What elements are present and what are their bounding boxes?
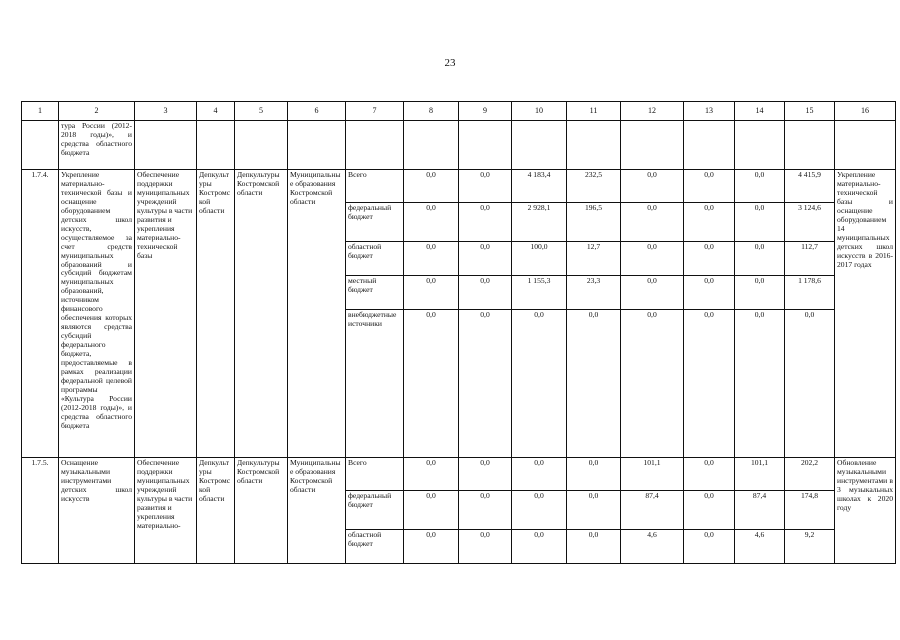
source-name: Всего [346,458,404,491]
value-cell: 1 155,3 [512,276,567,310]
value-cell: 0,0 [684,203,735,242]
value-cell: 0,0 [459,530,512,564]
header-cell: 3 [135,102,197,121]
value-cell: 0,0 [684,170,735,203]
result-text: Укрепление материально-технической базы и оснащение оборудованием 14 муниципальных детских школ искусств в 2016-2017 годах [835,170,896,458]
header-cell: 1 [22,102,59,121]
value-cell: 1 178,6 [785,276,835,310]
value-cell: 0,0 [735,242,785,276]
header-cell: 6 [288,102,346,121]
value-cell: 0,0 [684,276,735,310]
value-cell: 87,4 [735,491,785,530]
value-cell: 0,0 [404,310,459,458]
value-cell: 3 124,6 [785,203,835,242]
header-cell: 16 [835,102,896,121]
value-cell: 87,4 [621,491,684,530]
value-cell: 232,5 [567,170,621,203]
value-cell: 4,6 [735,530,785,564]
header-cell: 15 [785,102,835,121]
value-cell: 4 183,4 [512,170,567,203]
header-row [22,102,896,121]
executor-text: Депкультуры Костромской области [235,170,288,458]
source-name: федеральный бюджет [346,203,404,242]
value-cell: 0,0 [735,203,785,242]
header-cell: 5 [235,102,288,121]
value-cell: 0,0 [684,458,735,491]
value-cell: 0,0 [785,310,835,458]
task-text: Обеспечение поддержки муниципальных учреждений культуры в части развития и укрепления материально-технической базы [135,170,197,458]
value-cell: 0,0 [567,310,621,458]
header-cell: 8 [404,102,459,121]
value-cell: 0,0 [621,310,684,458]
participants-text: Муниципальные образования Костромской области [288,458,346,564]
value-cell: 0,0 [459,491,512,530]
value-cell: 9,2 [785,530,835,564]
value-cell: 0,0 [459,458,512,491]
measure-text: Оснащение музыкальными инструментами детских школ искусств [59,458,135,564]
value-cell: 4,6 [621,530,684,564]
continuation-text: тура России (2012-2018 годы)», и средства областного бюджета [59,121,135,170]
value-cell: 100,0 [512,242,567,276]
value-cell: 12,7 [567,242,621,276]
value-cell: 0,0 [512,458,567,491]
header-cell: 9 [459,102,512,121]
value-cell: 0,0 [459,203,512,242]
value-cell: 0,0 [404,458,459,491]
value-cell: 202,2 [785,458,835,491]
table-row [22,458,896,491]
budget-table [21,101,896,564]
value-cell: 196,5 [567,203,621,242]
page-number: 23 [444,57,456,69]
value-cell: 0,0 [404,242,459,276]
row-id: 1.7.4. [22,170,59,458]
value-cell: 0,0 [621,170,684,203]
value-cell: 0,0 [735,310,785,458]
value-cell: 174,8 [785,491,835,530]
value-cell: 23,3 [567,276,621,310]
value-cell: 0,0 [684,242,735,276]
source-name: местный бюджет [346,276,404,310]
value-cell: 0,0 [512,310,567,458]
participants-text: Муниципальные образования Костромской области [288,170,346,458]
value-cell: 0,0 [459,170,512,203]
value-cell: 2 928,1 [512,203,567,242]
header-cell: 13 [684,102,735,121]
header-cell: 11 [567,102,621,121]
value-cell: 0,0 [567,530,621,564]
value-cell: 4 415,9 [785,170,835,203]
value-cell: 0,0 [404,530,459,564]
header-cell: 4 [197,102,235,121]
value-cell: 0,0 [404,203,459,242]
value-cell: 0,0 [404,491,459,530]
department-text: Депкультуры Костромской области [197,170,235,458]
header-cell: 2 [59,102,135,121]
task-text: Обеспечение поддержки муниципальных учреждений культуры в части развития и укрепления материально- [135,458,197,564]
value-cell: 0,0 [512,530,567,564]
department-text: Депкультуры Костромской области [197,458,235,564]
source-name: внебюджетные источники [346,310,404,458]
value-cell: 0,0 [684,491,735,530]
value-cell: 0,0 [567,491,621,530]
continuation-row [22,121,896,170]
row-id: 1.7.5. [22,458,59,564]
result-text: Обновление музыкальными инструментами в 3 музыкальных школах к 2020 году [835,458,896,564]
value-cell: 0,0 [735,170,785,203]
value-cell: 0,0 [512,491,567,530]
value-cell: 0,0 [621,276,684,310]
value-cell: 112,7 [785,242,835,276]
value-cell: 0,0 [684,310,735,458]
value-cell: 101,1 [621,458,684,491]
header-cell: 14 [735,102,785,121]
source-name: областной бюджет [346,530,404,564]
value-cell: 0,0 [684,530,735,564]
source-name: Всего [346,170,404,203]
measure-text: Укрепление материально-технической базы и оснащение оборудованием детских школ искусств, осуществляемое за счет средств муниципальных образований и субсидий бюджетам муниципальных образований, источником финансового обеспечения которых являются средства субсидий федерального бюджета, предоставляемые в рамках реализации федеральной целевой программы «Культура России (2012-2018 годы)», и средства областного бюджета [59,170,135,458]
value-cell: 0,0 [404,276,459,310]
header-cell: 7 [346,102,404,121]
value-cell: 0,0 [459,242,512,276]
value-cell: 101,1 [735,458,785,491]
value-cell: 0,0 [735,276,785,310]
table-row [22,170,896,203]
source-name: областной бюджет [346,242,404,276]
value-cell: 0,0 [621,203,684,242]
value-cell: 0,0 [621,242,684,276]
value-cell: 0,0 [459,310,512,458]
value-cell: 0,0 [567,458,621,491]
header-cell: 12 [621,102,684,121]
value-cell: 0,0 [404,170,459,203]
executor-text: Депкультуры Костромской области [235,458,288,564]
source-name: федеральный бюджет [346,491,404,530]
header-cell: 10 [512,102,567,121]
value-cell: 0,0 [459,276,512,310]
